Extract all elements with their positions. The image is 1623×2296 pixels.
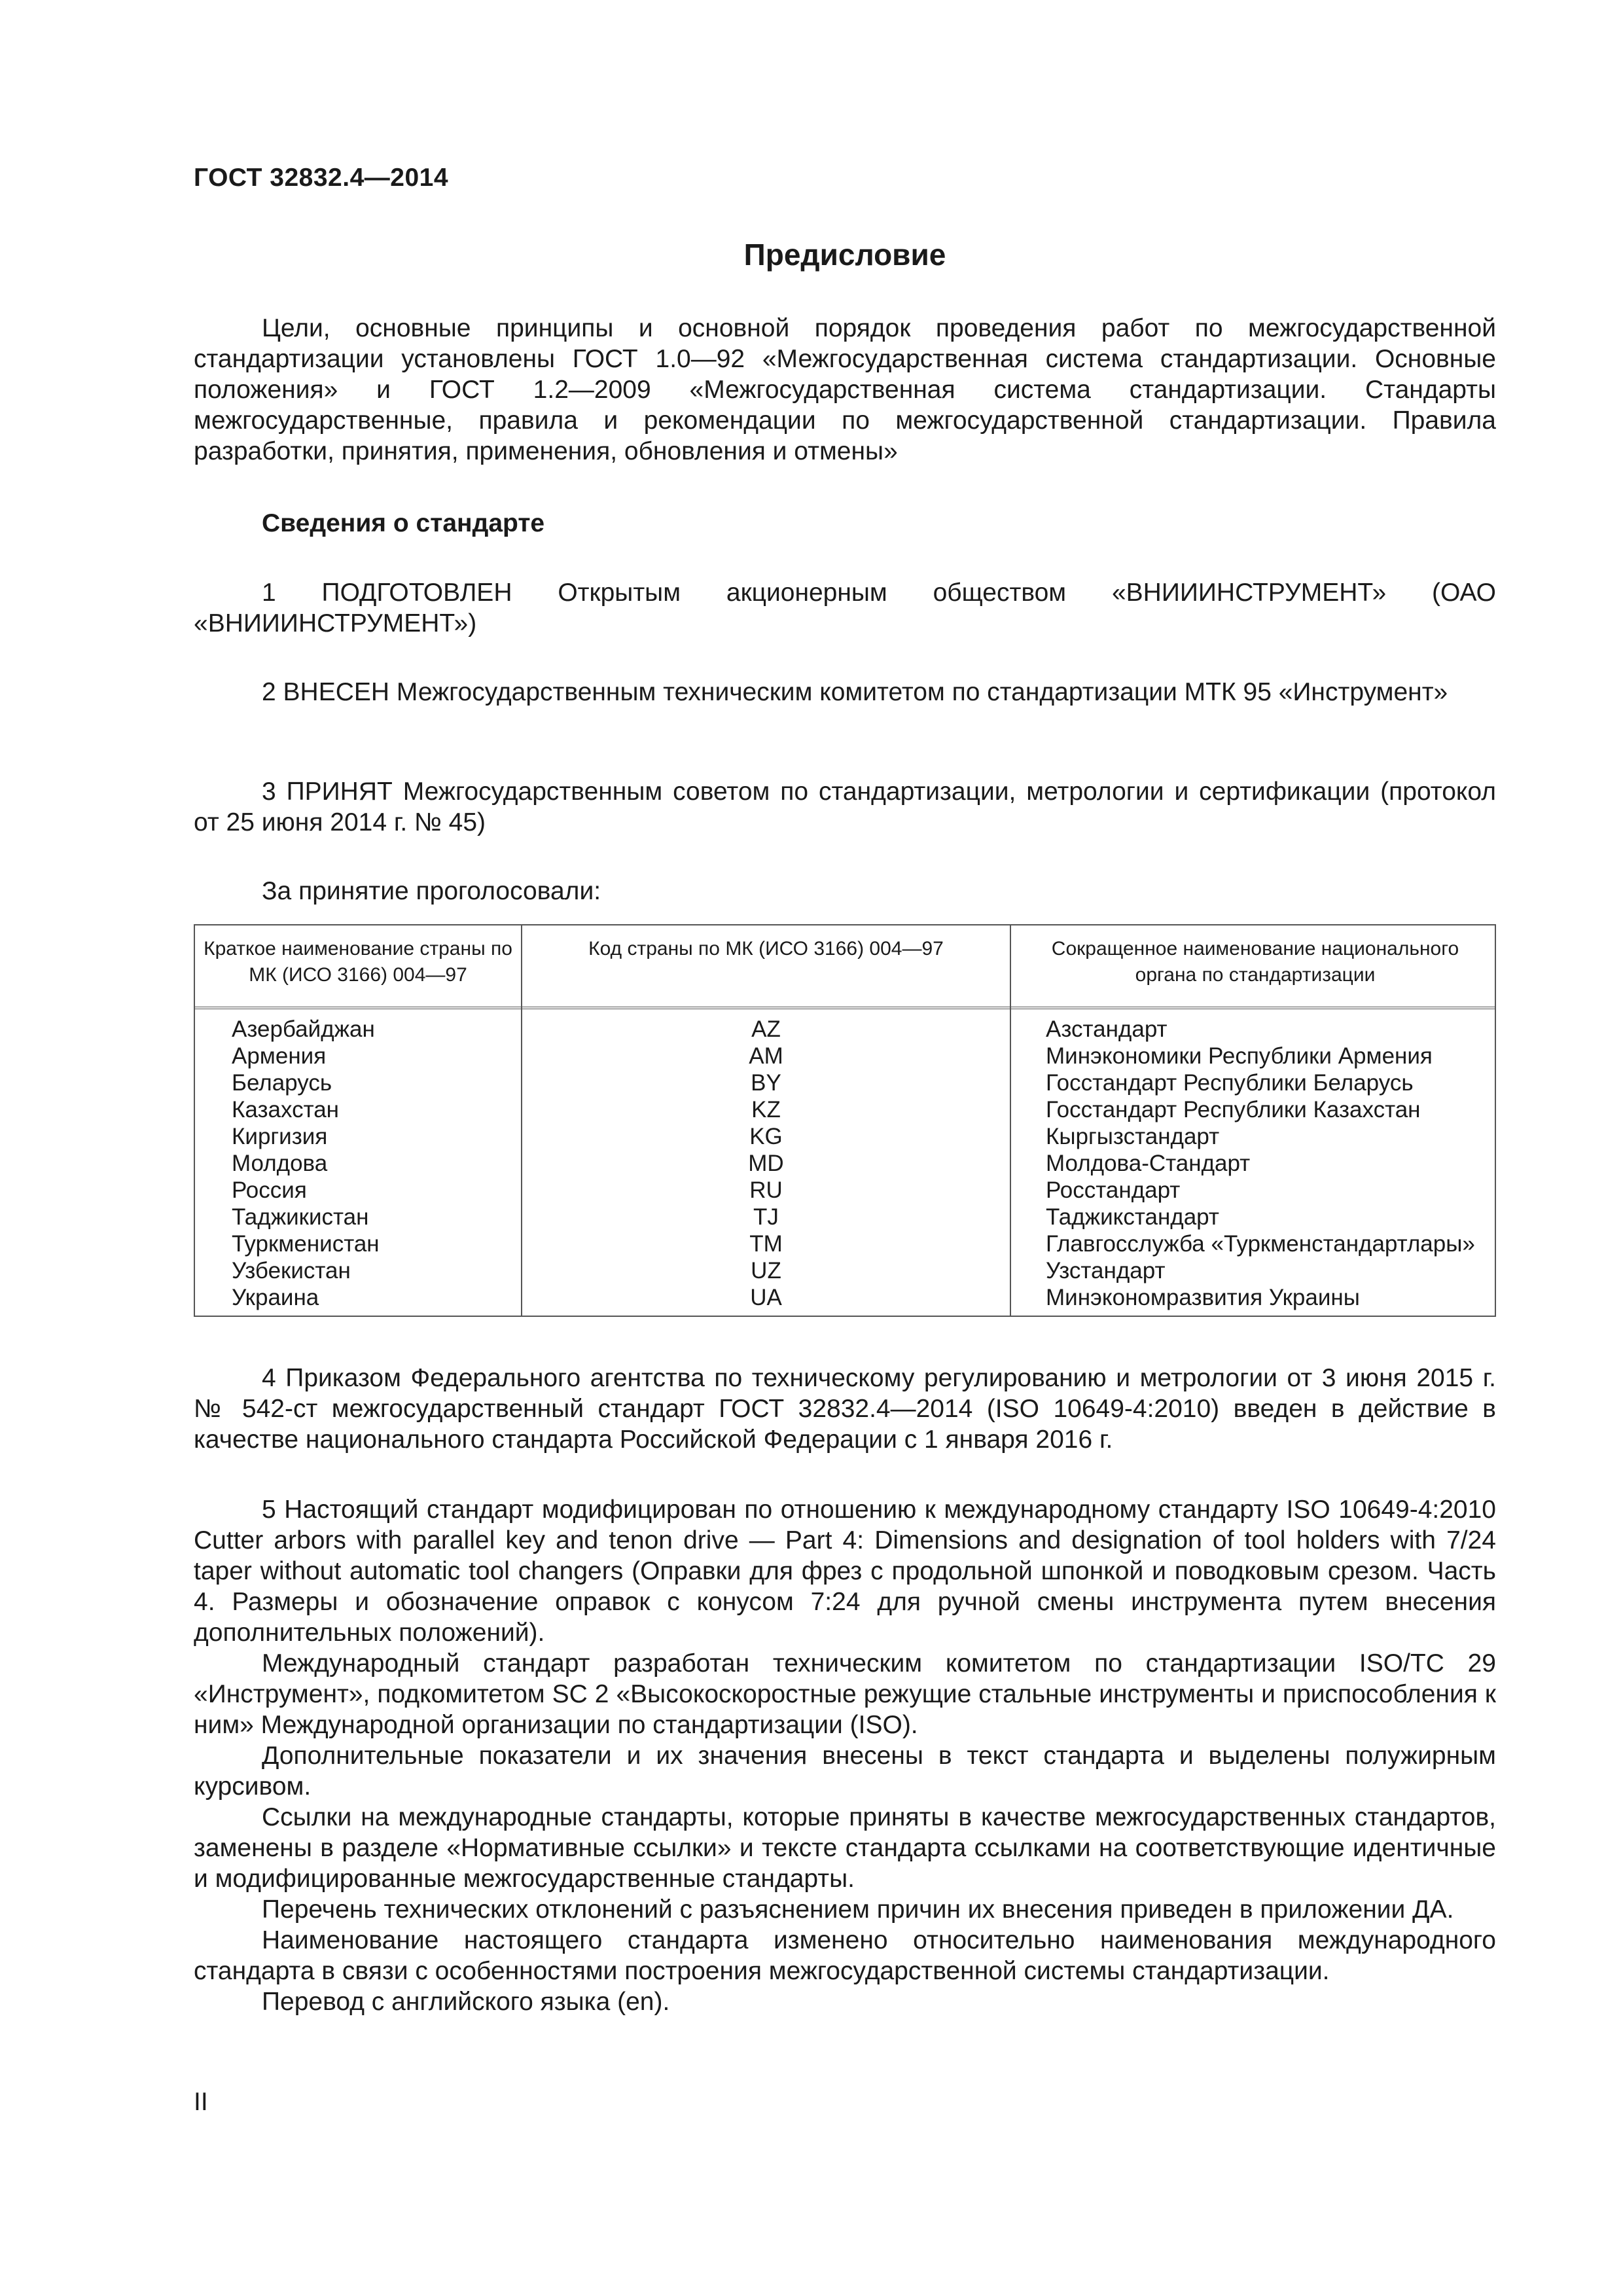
- table-row: [195, 1069, 1495, 1096]
- cell-body: Госстандарт Республики Беларусь: [1046, 1070, 1414, 1096]
- item-1-paragraph: 1 ПОДГОТОВЛЕН Открытым акционерным обществом «ВНИИИНСТРУМЕНТ» (ОАО «ВНИИИНСТРУМЕНТ»): [194, 579, 1496, 637]
- cell-country: Армения: [232, 1043, 327, 1069]
- table-row: [195, 1177, 1495, 1204]
- table-row: [195, 1123, 1495, 1150]
- cell-country: Беларусь: [232, 1070, 332, 1096]
- cell-country: Таджикистан: [232, 1204, 369, 1230]
- cell-country: Казахстан: [232, 1097, 340, 1122]
- table-row: [195, 1204, 1495, 1230]
- cell-code: KZ: [751, 1097, 781, 1122]
- cell-code: AM: [749, 1043, 783, 1069]
- cell-code: UZ: [751, 1258, 781, 1283]
- table-row: [195, 1150, 1495, 1177]
- page-number: II: [194, 2088, 208, 2116]
- item-5-paragraph: 5 Настоящий стандарт модифицирован по отношению к международному стандарту ISO 10649-4:2010 Cutter arbors with parallel key and tenon drive — Part 4: Dimensions and designation of tool holders with 7/24 taper without automatic tool changers (Оправки для фрез с продольной шпонкой и поводковым срезом. Часть 4. Размеры и обозначение оправок с конусом 7:24 для ручной смены инструмента путем внесения дополнительных положений).: [194, 1496, 1496, 1647]
- voted-label: За принятие проголосовали:: [262, 877, 601, 905]
- cell-code: AZ: [751, 1016, 781, 1042]
- cell-country: Узбекистан: [232, 1258, 351, 1283]
- page-title: Предисловие: [743, 238, 946, 272]
- item-4-paragraph: 4 Приказом Федерального агентства по техническому регулированию и метрологии от 3 июня 2015 г. № 542-ст межгосударственный стандарт ГОСТ 32832.4—2014 (ISO 10649-4:2010) введен в действие в качестве национального стандарта Российской Федерации с 1 января 2016 г.: [194, 1364, 1496, 1454]
- cell-code: TJ: [753, 1204, 779, 1230]
- cell-body: Кыргызстандарт: [1046, 1124, 1220, 1149]
- cell-code: TM: [749, 1231, 783, 1257]
- document-code: ГОСТ 32832.4—2014: [194, 164, 449, 192]
- cell-body: Таджикстандарт: [1046, 1204, 1219, 1230]
- standard-info-heading: Сведения о стандарте: [262, 509, 545, 537]
- intro-paragraph: Цели, основные принципы и основной порядок проведения работ по межгосударственной стандартизации установлены ГОСТ 1.0—92 «Межгосударственная система стандартизации. Основные положения» и ГОСТ 1.2—2009 «Межгосударственная система стандартизации. Стандарты межгосударственные, правила и рекомендации по межгосударственной стандартизации. Правила разработки, принятия, применения, обновления и отмены»: [194, 314, 1496, 465]
- cell-code: KG: [749, 1124, 783, 1149]
- item-5-deviations-paragraph: Перечень технических отклонений с разъяснением причин их внесения приведен в приложении ДА.: [262, 1895, 1454, 1924]
- cell-body: Азстандарт: [1046, 1016, 1168, 1042]
- item-2-paragraph: 2 ВНЕСЕН Межгосударственным техническим комитетом по стандартизации МТК 95 «Инструмент»: [262, 678, 1448, 706]
- header-country: Краткое наименование страны по МК (ИСО 3166) 004—97: [204, 938, 512, 986]
- cell-body: Узстандарт: [1046, 1258, 1166, 1283]
- cell-body: Молдова-Стандарт: [1046, 1151, 1251, 1176]
- cell-country: Молдова: [232, 1151, 328, 1176]
- table-row: [195, 1043, 1495, 1069]
- header-code: Код страны по МК (ИСО 3166) 004—97: [588, 938, 944, 960]
- item-5-title-change-paragraph: Наименование настоящего стандарта изменено относительно наименования международного стандарта в связи с особенностями построения межгосударственной системы стандартизации.: [194, 1926, 1496, 1985]
- cell-country: Украина: [232, 1285, 319, 1310]
- table-row: [195, 1230, 1495, 1257]
- cell-body: Главгосслужба «Туркменстандартлары»: [1046, 1231, 1475, 1257]
- table-row: [195, 1284, 1495, 1311]
- table-row: [195, 1096, 1495, 1123]
- header-body: Сокращенное наименование национального органа по стандартизации: [1051, 938, 1459, 986]
- cell-code: BY: [751, 1070, 781, 1096]
- item-3-paragraph: 3 ПРИНЯТ Межгосударственным советом по стандартизации, метрологии и сертификации (протокол от 25 июня 2014 г. № 45): [194, 778, 1496, 836]
- cell-country: Азербайджан: [232, 1016, 375, 1042]
- cell-country: Киргизия: [232, 1124, 328, 1149]
- cell-body: Госстандарт Республики Казахстан: [1046, 1097, 1421, 1122]
- cell-country: Туркменистан: [232, 1231, 380, 1257]
- table-row: [195, 1016, 1495, 1043]
- cell-code: UA: [750, 1285, 782, 1310]
- item-5-translation-paragraph: Перевод с английского языка (en).: [262, 1988, 670, 2016]
- cell-code: MD: [748, 1151, 784, 1176]
- table-row: [195, 1257, 1495, 1284]
- item-5-development-paragraph: Международный стандарт разработан техническим комитетом по стандартизации ISO/TC 29 «Инструмент», подкомитетом SC 2 «Высокоскоростные режущие стальные инструменты и приспособления к ним» Международной организации по стандартизации (ISO).: [194, 1649, 1496, 1739]
- cell-body: Минэкономики Республики Армения: [1046, 1043, 1433, 1069]
- cell-country: Россия: [232, 1177, 307, 1203]
- cell-body: Минэкономразвития Украины: [1046, 1285, 1360, 1310]
- cell-body: Росстандарт: [1046, 1177, 1181, 1203]
- voting-table: [194, 924, 1496, 1317]
- item-5-references-paragraph: Ссылки на международные стандарты, которые приняты в качестве межгосударственных стандартов, заменены в разделе «Нормативные ссылки» и тексте стандарта ссылками на соответствующие идентичные и модифицированные межгосударственные стандарты.: [194, 1803, 1496, 1893]
- item-5-additional-paragraph: Дополнительные показатели и их значения внесены в текст стандарта и выделены полужирным курсивом.: [194, 1742, 1496, 1801]
- cell-code: RU: [749, 1177, 783, 1203]
